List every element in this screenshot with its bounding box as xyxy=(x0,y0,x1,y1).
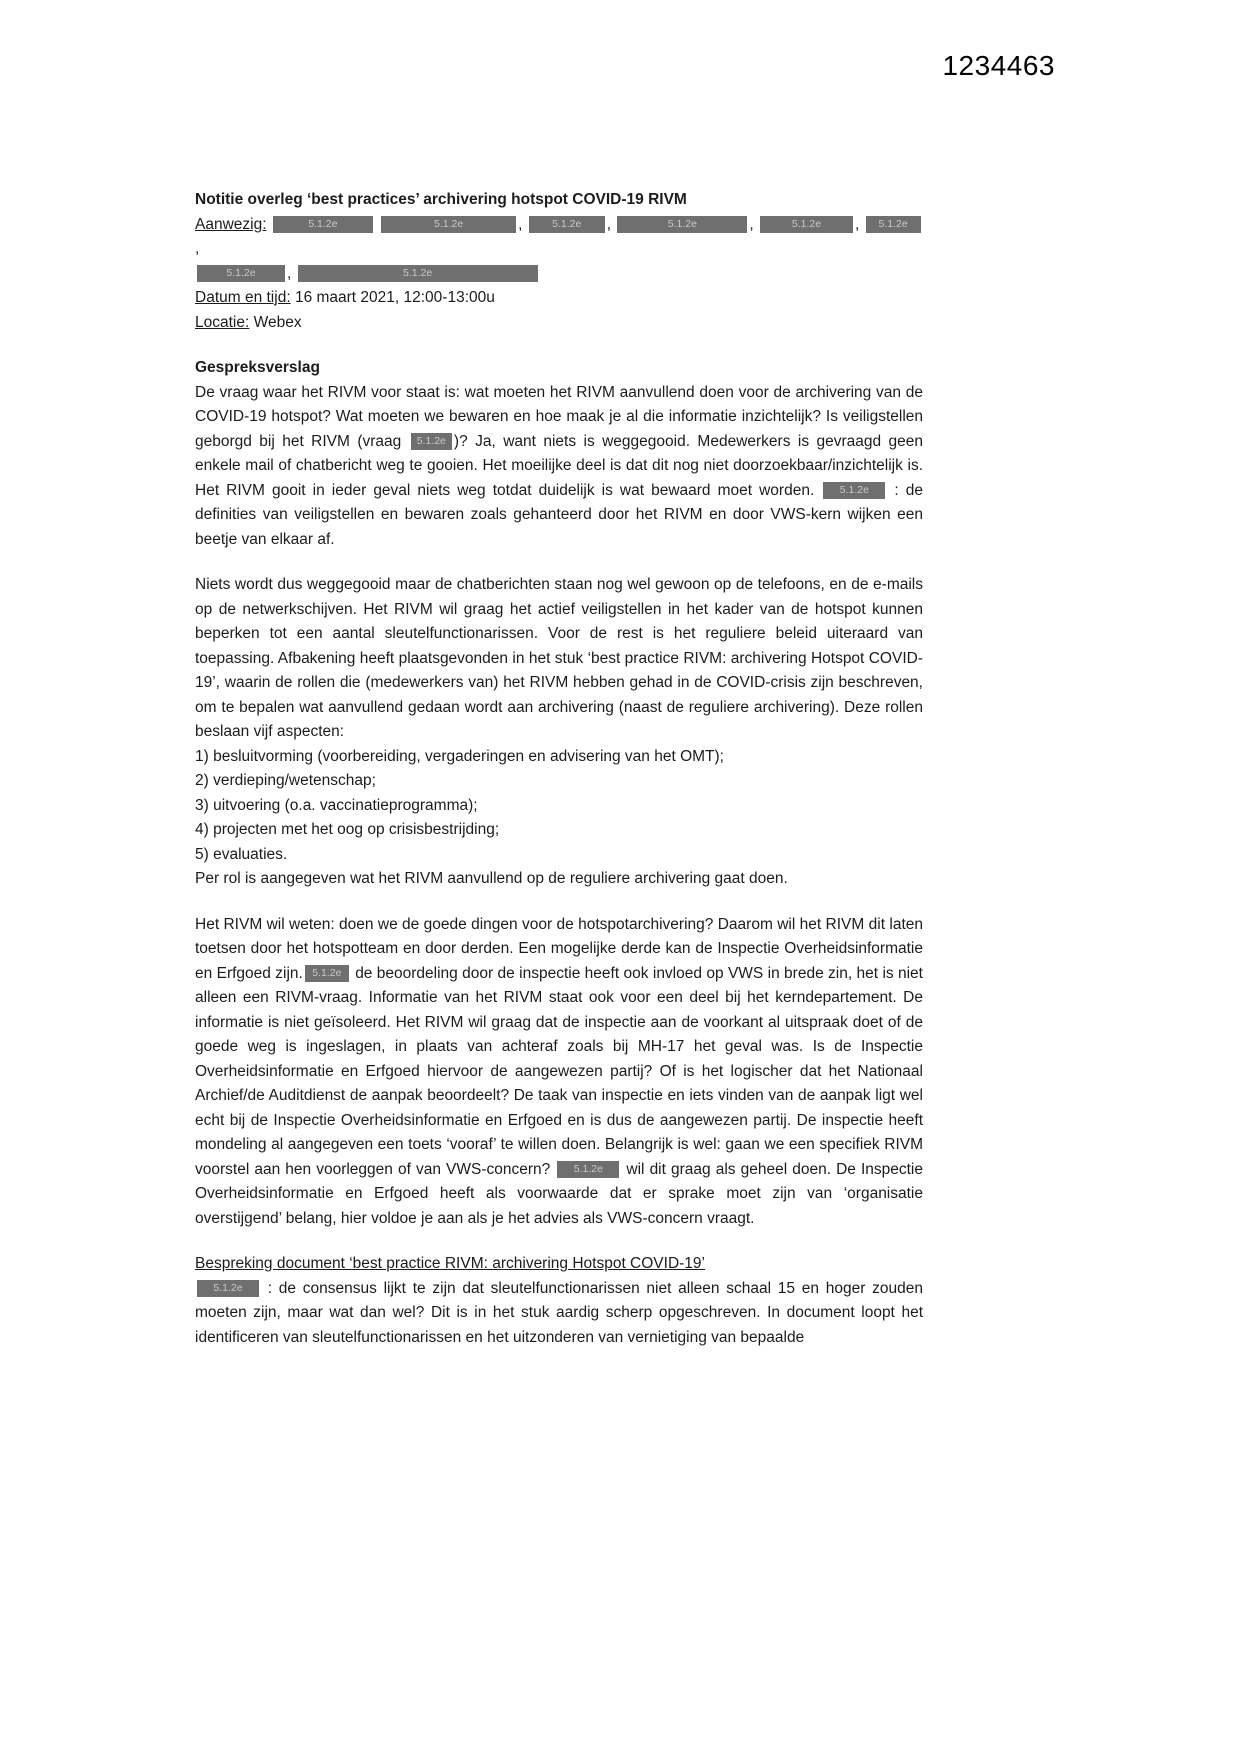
text-line xyxy=(195,213,923,262)
text-run: , xyxy=(287,264,296,282)
redaction-box: 5.1.2e xyxy=(557,1161,619,1178)
paragraph xyxy=(195,381,923,553)
text-run: : de consensus lijkt te zijn dat sleutelfunctionarissen niet alleen schaal 15 en hoger zouden moeten zijn, maar wat dan wel? Dit is in het stuk aardig scherp opgeschreven. In document loopt het identificeren van sleutelfunctionarissen en het uitzonderen van vernietiging van bepaalde xyxy=(195,1279,923,1346)
redaction-box: 5.1.2e xyxy=(823,482,885,499)
text-run xyxy=(375,216,379,233)
redaction-box: 5.1.2e xyxy=(866,216,921,233)
document-blocks xyxy=(195,213,923,1351)
paragraph xyxy=(195,913,923,1232)
text-run: Webex xyxy=(249,313,302,331)
text-run: 3) uitvoering (o.a. vaccinatieprogramma); xyxy=(195,796,478,814)
paragraph xyxy=(195,573,923,892)
text-line xyxy=(195,286,923,311)
text-run: , xyxy=(606,215,616,233)
underlined-label: Locatie: xyxy=(195,313,250,331)
text-line xyxy=(195,1252,923,1277)
document-title: Notitie overleg ‘best practices’ archivering hotspot COVID-19 RIVM xyxy=(195,191,687,208)
redaction-box: 5.1.2e xyxy=(411,433,452,450)
document-content xyxy=(195,188,923,1350)
text-run: 16 maart 2021, 12:00-13:00u xyxy=(290,289,495,306)
text-run: wil dit graag als geheel doen. De Inspectie Overheidsinformatie en Erfgoed heeft als voorwaarde dat er sprake moet zijn van ‘organisatie overstijgend’ belang, hier voldoe je aan als je het advies als VWS-concern vraagt. xyxy=(195,1160,923,1227)
redaction-box: 5.1.2e xyxy=(197,1280,259,1297)
text-run: Gespreksverslag xyxy=(195,359,320,376)
blank-line xyxy=(195,892,923,913)
redaction-box: 5.1.2e xyxy=(529,216,605,233)
text-run xyxy=(267,216,271,233)
underlined-label: Aanwezig: xyxy=(195,215,267,233)
blank-line xyxy=(195,552,923,573)
redaction-box: 5.1.2e xyxy=(197,265,285,282)
underlined-label: Datum en tijd: xyxy=(195,289,291,306)
text-line xyxy=(195,311,923,336)
text-run: , xyxy=(518,215,527,233)
section-heading xyxy=(195,356,923,381)
text-run: Het RIVM wil weten: doen we de goede dingen voor de hotspotarchivering? Daarom wil het RIVM dit laten toetsen door het hotspotteam en door derden. Een mogelijke derde kan de Inspectie Overheidsinformatie en Erfgoed zijn. xyxy=(195,915,923,982)
blank-line xyxy=(195,335,923,356)
text-run: , xyxy=(855,215,864,233)
redaction-box: 5.1.2e xyxy=(760,216,853,233)
redaction-box: 5.1.2e xyxy=(305,965,349,982)
paragraph xyxy=(195,1277,923,1351)
text-run: Per rol is aangegeven wat het RIVM aanvullend op de reguliere archivering gaat doen. xyxy=(195,870,788,887)
text-run: 4) projecten met het oog op crisisbestrijding; xyxy=(195,821,500,838)
text-run: 2) verdieping/wetenschap; xyxy=(195,772,376,789)
document-number: 1234463 xyxy=(942,50,1055,81)
underlined-label: Bespreking document ‘best practice RIVM: archivering Hotspot COVID-19’ xyxy=(195,1255,705,1272)
text-run: 1) besluitvorming (voorbereiding, vergaderingen en advisering van het OMT); xyxy=(195,747,724,765)
text-run: , xyxy=(195,240,200,257)
redaction-box: 5.1.2e xyxy=(617,216,747,233)
text-run: , xyxy=(749,215,759,233)
redaction-box: 5.1.2e xyxy=(298,265,538,282)
text-run: de beoordeling door de inspectie heeft ook invloed op VWS in brede zin, het is niet alleen een RIVM-vraag. Informatie van het RIVM staat ook voor een deel bij het kerndepartement. De informatie is niet geïsoleerd. Het RIVM wil graag dat de inspectie aan de voorkant al uitspraak doet of de goede weg is ingeslagen, in plaats van achteraf zoals bij MH-17 het geval was. Is de Inspectie Overheidsinformatie en Erfgoed hiervoor de aangewezen partij? Of is het logischer dat het Nationaal Archief/de Auditdienst de aanpak beoordeelt? De taak van inspectie en iets vinden van de aanpak ligt wel echt bij de Inspectie Overheidsinformatie en Erfgoed en is dus de aangewezen partij. De inspectie heeft mondeling al aangegeven een toets ‘vooraf’ te willen doen. Belangrijk is wel: gaan we een specifiek RIVM voorstel aan hen voorleggen of van VWS-concern? xyxy=(195,964,923,1178)
blank-line xyxy=(195,1231,923,1252)
text-run: )? Ja, want niets is weggegooid. Medewerkers is gevraagd geen enkele mail of chatbericht weg te gooien. Het moeilijke deel is dat dit nog niet doorzoekbaar/inzichtelijk is. Het RIVM gooit in ieder geval niets weg totdat duidelijk is wat bewaard moet worden. xyxy=(195,432,924,499)
text-run: 5) evaluaties. xyxy=(195,845,288,863)
text-line xyxy=(195,262,923,287)
text-run: : de definities van veiligstellen en bewaren zoals gehanteerd door het RIVM en door VWS-kern wijken een beetje van elkaar af. xyxy=(195,481,923,548)
redaction-box: 5.1.2e xyxy=(273,216,373,233)
redaction-box: 5.1.2e xyxy=(381,216,516,233)
text-run: De vraag waar het RIVM voor staat is: wat moeten het RIVM aanvullend doen voor de archivering van de COVID-19 hotspot? Wat moeten we bewaren en hoe maak je al die informatie inzichtelijk? Is veiligstellen geborgd bij het RIVM (vraag xyxy=(195,383,923,450)
text-run: Niets wordt dus weggegooid maar de chatberichten staan nog wel gewoon op de telefoons, en de e-mails op de netwerkschijven. Het RIVM wil graag het actief veiligstellen in het kader van de hotspot kunnen beperken tot een aantal sleutelfunctionarissen. Voor de rest is het reguliere beleid uiteraard van toepassing. Afbakening heeft plaatsgevonden in het stuk ‘best practice RIVM: archivering Hotspot COVID-19’, waarin de rollen die (medewerkers van) het RIVM hebben gehad in de COVID-crisis zijn beschreven, om te bepalen wat aanvullend gedaan wordt aan archivering (naast de reguliere archivering). Deze rollen beslaan vijf aspecten: xyxy=(195,576,923,740)
